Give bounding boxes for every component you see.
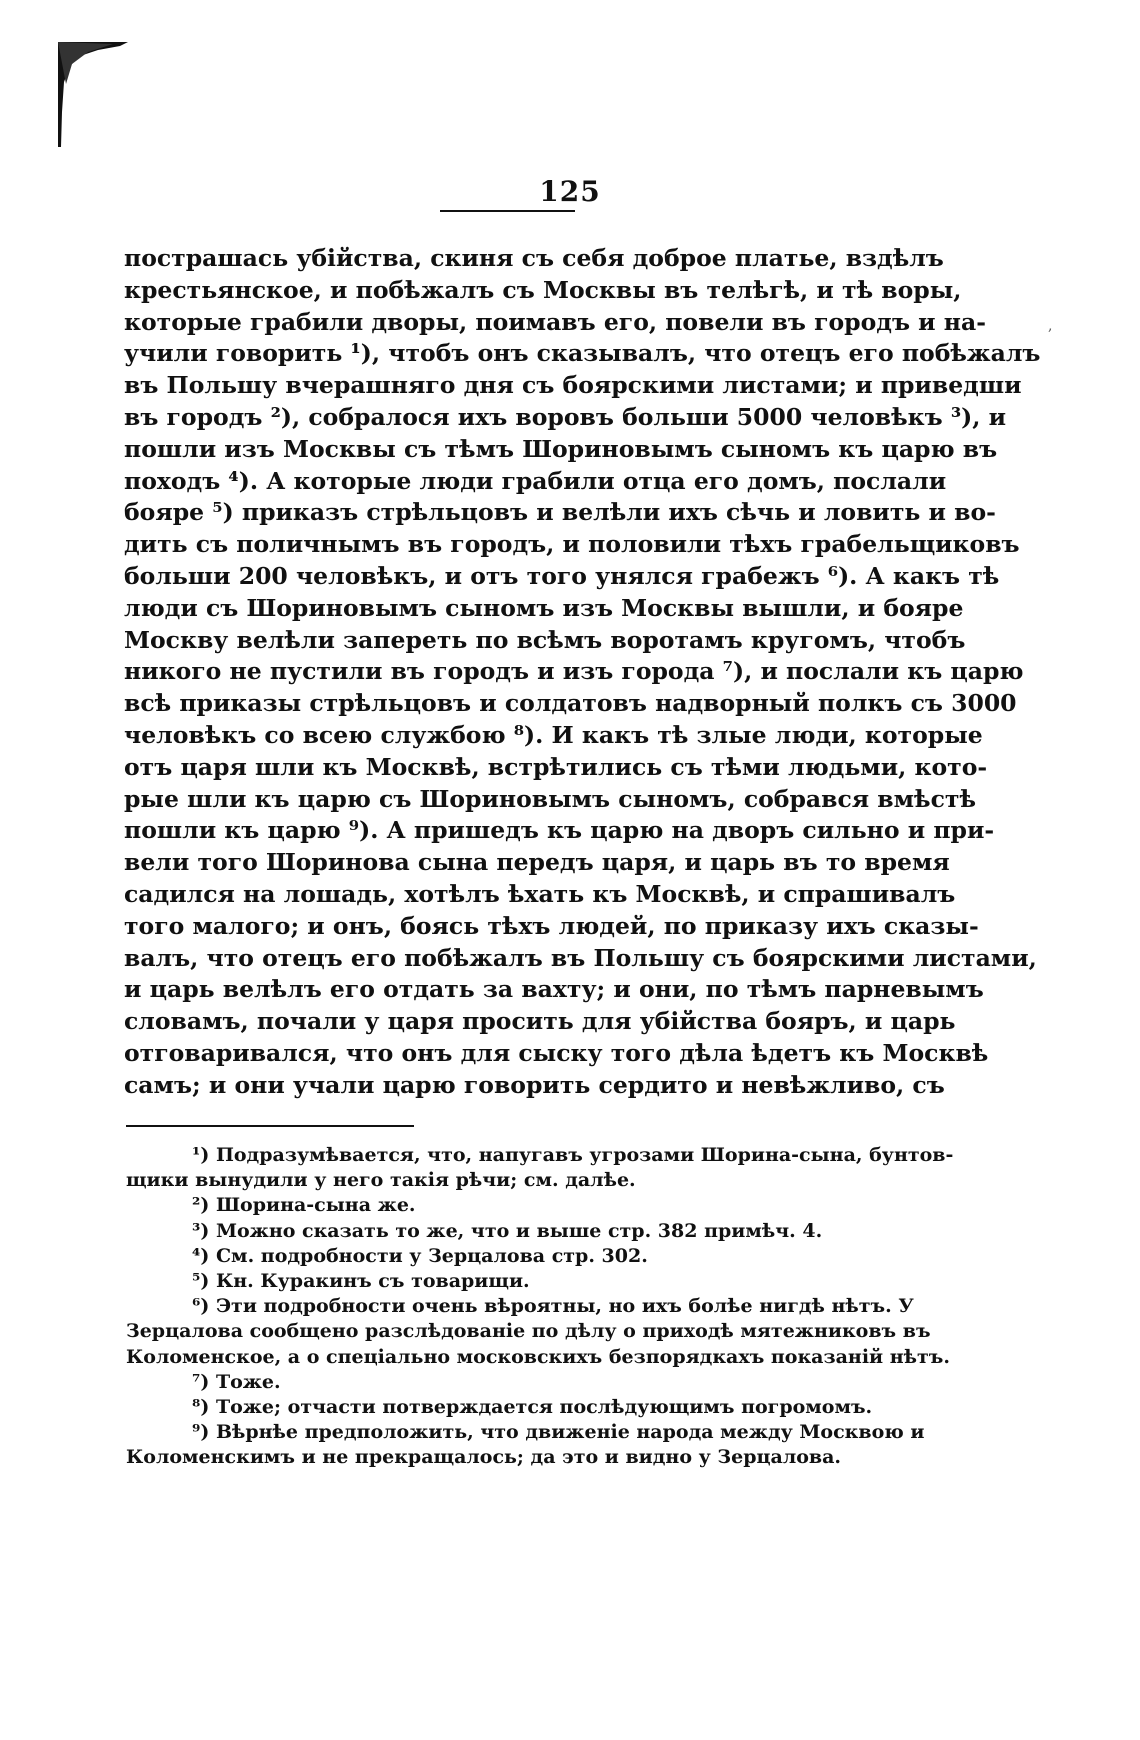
- footnote: [126, 1143, 954, 1193]
- footnote: [126, 1370, 898, 1395]
- text-line: учили говорить ¹), чтобъ онъ сказывалъ, что отецъ его побѣжалъ: [124, 339, 1041, 368]
- text-line: и царь велѣлъ его отдать за вахту; и они, по тѣмъ парневымъ: [124, 975, 984, 1004]
- text-line: пошли изъ Москвы съ тѣмъ Шориновымъ сыномъ къ царю въ: [124, 434, 998, 463]
- page-number-rule: [440, 210, 575, 212]
- footnote-mark: ⁹): [192, 1421, 210, 1444]
- footnote-text: См. подробности у Зерцалова стр. 302.: [215, 1244, 648, 1267]
- text-line: словамъ, почали у царя просить для убійства бояръ, и царь: [124, 1007, 956, 1036]
- text-line: Москву велѣли запереть по всѣмъ воротамъ кругомъ, чтобъ: [124, 625, 966, 654]
- footnote: [126, 1244, 898, 1269]
- footnote: [126, 1395, 898, 1420]
- main-text: [124, 243, 1041, 1102]
- text-line: люди съ Шориновымъ сыномъ изъ Москвы вышли, и бояре: [124, 593, 964, 622]
- text-line: человѣкъ со всею службою ⁸). И какъ тѣ злые люди, которые: [124, 720, 983, 749]
- footnote-text: Коломенскимъ и не прекращалось; да это и видно у Зерцалова.: [126, 1446, 842, 1469]
- text-line: садился на лошадь, хотѣлъ ѣхать къ Москвѣ, и спрашивалъ: [124, 879, 956, 908]
- footnote: [126, 1219, 898, 1244]
- footnote-mark: ⁵): [192, 1270, 210, 1293]
- text-line: крестьянское, и побѣжалъ съ Москвы въ телѣгѣ, и тѣ воры,: [124, 275, 962, 304]
- text-line: пошли къ царю ⁹). А пришедъ къ царю на дворъ сильно и при-: [124, 816, 995, 845]
- page-number: 125: [539, 175, 601, 208]
- footnote-mark: ¹): [192, 1144, 210, 1166]
- text-line: больши 200 человѣкъ, и отъ того унялся грабежъ ⁶). А какъ тѣ: [124, 561, 1000, 590]
- footnote-mark: ⁷): [192, 1370, 210, 1393]
- footnote-mark: ⁸): [192, 1396, 210, 1419]
- footnote-text: Шорина-сына же.: [215, 1194, 416, 1217]
- footnote-text: Подразумѣвается, что, напугавъ угрозами Шорина-сына, бунтов-: [215, 1144, 954, 1166]
- footnote: [126, 1193, 898, 1218]
- text-line: дить съ поличнымъ въ городъ, и половили тѣхъ грабельщиковъ: [124, 530, 1020, 559]
- footnote-rule: [126, 1125, 414, 1127]
- footnote-text: Можно сказать то же, что и выше стр. 382 примѣч. 4.: [215, 1219, 823, 1242]
- text-line: которые грабили дворы, поимавъ его, повели въ городъ и на-: [124, 307, 986, 336]
- footnote-text: щики вынудили у него такія рѣчи; см. далѣе.: [126, 1169, 636, 1192]
- footnote-mark: ⁶): [192, 1295, 210, 1318]
- text-line: всѣ приказы стрѣльцовъ и солдатовъ надворный полкъ съ 3000: [124, 689, 1017, 718]
- text-line: вели того Шоринова сына передъ царя, и царь въ то время: [124, 848, 950, 877]
- scan-corner-mark: [58, 42, 128, 147]
- footnote-text: Коломенское, а о спеціально московскихъ безпорядкахъ показаній нѣтъ.: [126, 1345, 950, 1368]
- margin-speck: ,: [1048, 318, 1053, 334]
- footnote-text: Эти подробности очень вѣроятны, но ихъ болѣе нигдѣ нѣтъ. У: [215, 1295, 914, 1318]
- text-line: валъ, что отецъ его побѣжалъ въ Польшу съ боярскими листами,: [124, 943, 1037, 972]
- footnote-text: Кн. Куракинъ съ товарищи.: [215, 1270, 530, 1293]
- text-line: никого не пустили въ городъ и изъ города ⁷), и послали къ царю: [124, 657, 1024, 686]
- text-line: отъ царя шли къ Москвѣ, встрѣтились съ тѣми людьми, кото-: [124, 752, 988, 781]
- footnote-mark: ³): [192, 1219, 210, 1242]
- footnote-text: Тоже; отчасти потверждается послѣдующимъ погромомъ.: [215, 1396, 873, 1419]
- footnote: [126, 1269, 898, 1294]
- text-line: въ городъ ²), собралося ихъ воровъ больши 5000 человѣкъ ³), и: [124, 402, 1007, 431]
- footnote-mark: ²): [192, 1194, 210, 1217]
- footnote-mark: ⁴): [192, 1244, 210, 1267]
- footnote-text: Вѣрнѣе предположить, что движеніе народа между Москвою и: [215, 1421, 925, 1444]
- text-line: рые шли къ царю съ Шориновымъ сыномъ, собрався вмѣстѣ: [124, 784, 976, 813]
- text-line: того малого; и онъ, боясь тѣхъ людей, по приказу ихъ сказы-: [124, 911, 979, 940]
- footnotes: [126, 1143, 954, 1471]
- text-line: самъ; и они учали царю говорить сердито и невѣжливо, съ: [124, 1070, 945, 1099]
- footnote-text: Тоже.: [215, 1370, 281, 1393]
- text-line: бояре ⁵) приказъ стрѣльцовъ и велѣли ихъ сѣчь и ловить и во-: [124, 498, 996, 527]
- text-line: въ Польшу вчерашняго дня съ боярскими листами; и приведши: [124, 371, 1022, 400]
- text-line: отговаривался, что онъ для сыску того дѣла ѣдетъ къ Москвѣ: [124, 1038, 989, 1067]
- footnote: [126, 1294, 950, 1370]
- footnote-text: Зерцалова сообщено разслѣдованіе по дѣлу о приходѣ мятежниковъ въ: [126, 1320, 931, 1343]
- text-line: пострашась убійства, скиня съ себя доброе платье, вздѣлъ: [124, 244, 944, 272]
- text-line: походъ ⁴). А которые люди грабили отца его домъ, послали: [124, 466, 947, 495]
- footnote: [126, 1420, 925, 1470]
